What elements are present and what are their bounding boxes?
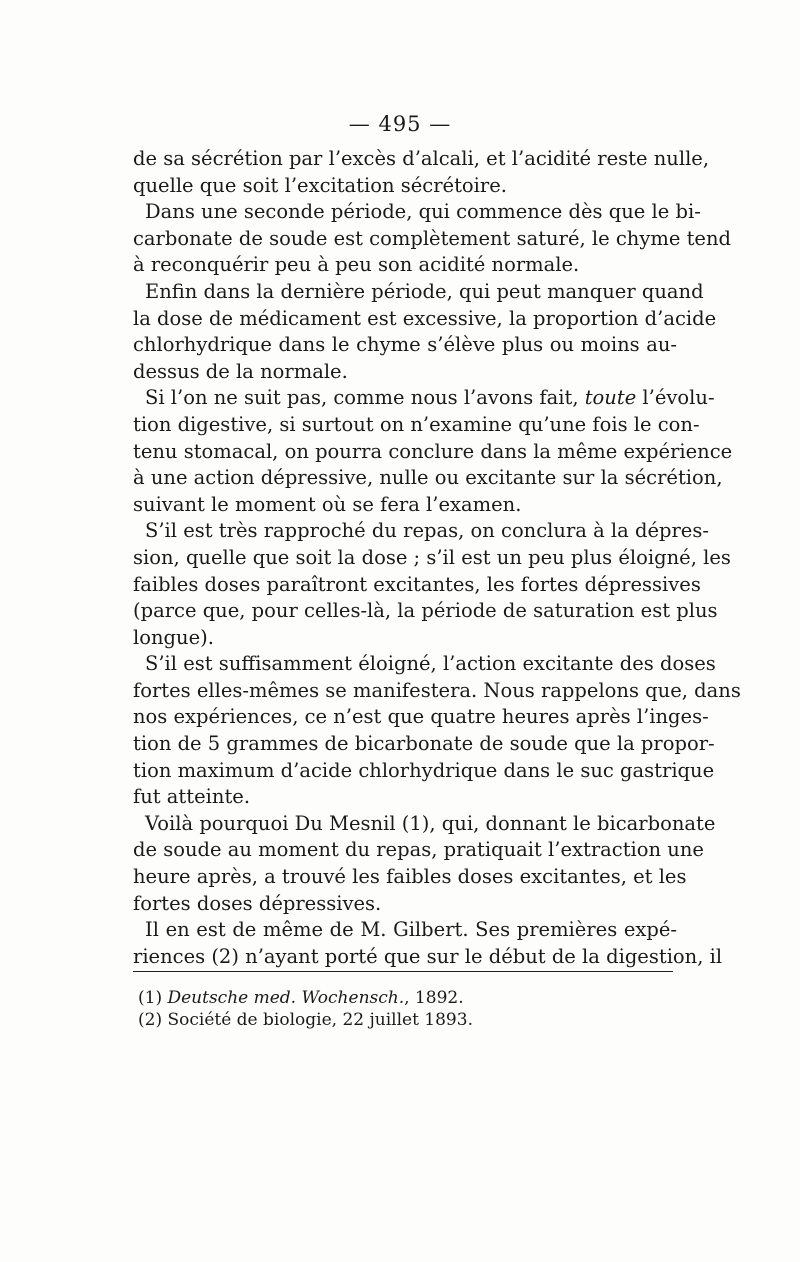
text-line: tenu stomacal, on pourra conclure dans la même expérience [133,439,733,463]
text-line: à une action dépressive, nulle ou excitante sur la sécrétion, [133,466,723,490]
footnote [138,1009,473,1031]
text-line: Il en est de même de M. Gilbert. Ses premières expé- [145,918,677,942]
text-line: S’il est très rapproché du repas, on conclura à la dépres- [145,519,709,543]
text-line: sion, quelle que soit la dose ; s’il est un peu plus éloigné, les [133,545,731,569]
footnote-rule [133,971,673,972]
text-line: riences (2) n’ayant porté que sur le début de la digestion, il [133,944,723,968]
text-segment: Si l’on ne suit pas, comme nous l’avons fait, [145,386,585,410]
text-line: faibles doses paraîtront excitantes, les fortes dépressives [133,572,701,596]
page-number: — 495 — [348,112,452,136]
text-segment: l’évolu- [636,386,715,410]
text-line [133,385,715,412]
text-line: chlorhydrique dans le chyme s’élève plus ou moins au- [133,333,677,357]
text-line: tion de 5 grammes de bicarbonate de soude que la propor- [133,732,715,756]
text-line: fut atteinte. [133,785,251,809]
footnotes [138,987,473,1031]
text-line: de soude au moment du repas, pratiquait l’extraction une [133,838,704,862]
text-line: nos expériences, ce n’est que quatre heures après l’inges- [133,705,709,729]
footnote-source-title: Deutsche med. Wochensch. [167,988,405,1008]
text-line: à reconquérir peu à peu son acidité normale. [133,253,580,277]
text-line: la dose de médicament est excessive, la proportion d’acide [133,306,717,330]
text-line: heure après, a trouvé les faibles doses excitantes, et les [133,865,687,889]
body-text [133,146,741,970]
text-line: S’il est suffisamment éloigné, l’action excitante des doses [145,652,716,676]
footnote-marker: (2) [138,1010,168,1030]
text-line: suivant le moment où se fera l’examen. [133,492,522,516]
text-line: tion maximum d’acide chlorhydrique dans le suc gastrique [133,758,715,782]
emphasis-text: toute [584,386,637,410]
text-line: (parce que, pour celles-là, la période de saturation est plus [133,599,718,623]
text-line: Dans une seconde période, qui commence dès que le bi- [145,200,701,224]
text-line: fortes doses dépressives. [133,891,382,915]
text-line: quelle que soit l’excitation sécrétoire. [133,173,507,197]
text-line: dessus de la normale. [133,359,348,383]
text-line: tion digestive, si surtout on n’examine qu’une fois le con- [133,412,700,436]
footnote [138,987,473,1009]
footnote-marker: (1) [138,988,168,1008]
text-line: longue). [133,625,214,649]
text-line: carbonate de soude est complètement saturé, le chyme tend [133,226,731,250]
text-line: fortes elles-mêmes se manifestera. Nous rappelons que, dans [133,678,741,702]
text-line: Enfin dans la dernière période, qui peut manquer quand [145,279,704,303]
text-line: Voilà pourquoi Du Mesnil (1), qui, donnant le bicarbonate [145,811,716,835]
footnote-text: , 1892. [404,988,464,1008]
text-line: de sa sécrétion par l’excès d’alcali, et l’acidité reste nulle, [133,147,710,170]
footnote-text: Société de biologie, 22 juillet 1893. [167,1010,473,1030]
